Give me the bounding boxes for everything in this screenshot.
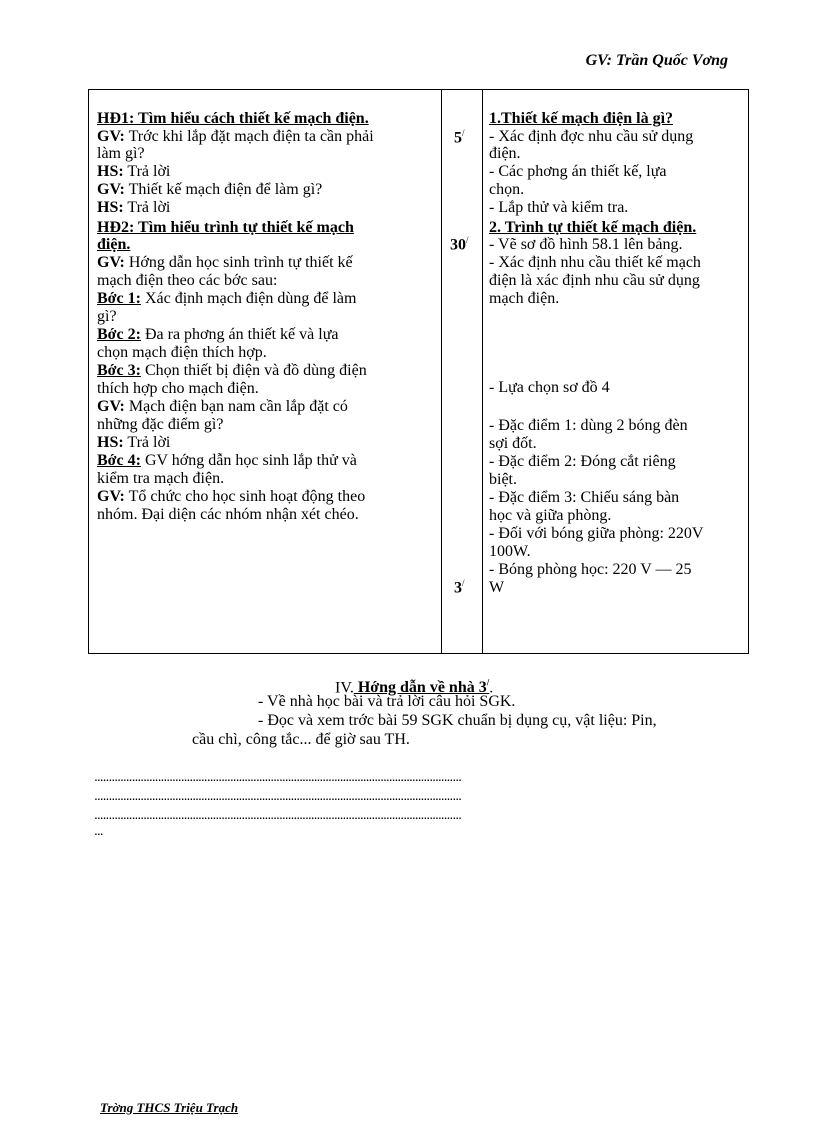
activity-line bbox=[97, 362, 367, 379]
content-line bbox=[489, 199, 628, 216]
text-segment: nhóm. Đại diện các nhóm nhận xét chéo. bbox=[97, 506, 359, 523]
homework-heading: IV. Hớng dẫn về nhà 3/. bbox=[335, 678, 494, 697]
activity-line bbox=[97, 380, 259, 397]
note-dots: ............................................................................................................................... bbox=[94, 787, 461, 803]
text-segment: Bớc 2: bbox=[97, 326, 141, 343]
text-segment: chọn mạch điện thích hợp. bbox=[97, 344, 267, 361]
text-segment: Thiết kế mạch điện để làm gì? bbox=[124, 181, 323, 198]
text-segment: Bớc 3: bbox=[97, 362, 141, 379]
content-line bbox=[489, 110, 673, 127]
text-segment: điện. bbox=[489, 145, 521, 162]
content-line bbox=[489, 290, 559, 307]
text-segment: - Vẽ sơ đồ hình 58.1 lên bảng. bbox=[489, 236, 683, 253]
activity-line bbox=[97, 470, 224, 487]
content-line bbox=[489, 379, 610, 396]
activity-line bbox=[97, 434, 170, 451]
text-segment: gì? bbox=[97, 308, 117, 325]
text-segment: mạch điện. bbox=[489, 290, 560, 307]
text-segment: HĐ1: Tìm hiểu cách thiết kế mạch điện. bbox=[97, 110, 369, 127]
content-line bbox=[489, 507, 611, 524]
content-line bbox=[489, 543, 531, 560]
text-segment: Trả lời bbox=[123, 163, 171, 180]
activity-line bbox=[97, 199, 170, 216]
text-segment: chọn. bbox=[489, 181, 525, 198]
text-segment: biệt. bbox=[489, 471, 517, 488]
note-dots: ... bbox=[94, 822, 103, 838]
content-line bbox=[489, 145, 521, 162]
text-segment: - Bóng phòng học: 220 V — 25 bbox=[489, 561, 692, 578]
activity-line bbox=[97, 272, 277, 289]
activities-column bbox=[89, 90, 442, 654]
content-line bbox=[489, 272, 700, 289]
text-segment: GV: bbox=[97, 254, 125, 271]
text-segment: kiểm tra mạch điện. bbox=[97, 470, 225, 487]
content-line bbox=[489, 453, 676, 470]
lesson-table bbox=[88, 89, 749, 654]
content-line bbox=[489, 471, 517, 488]
time-mark: 3/ bbox=[454, 578, 465, 597]
activity-line bbox=[97, 416, 223, 433]
text-segment: 2. Trình tự thiết kế mạch điện. bbox=[489, 219, 697, 236]
text-segment: Bớc 4: bbox=[97, 452, 141, 469]
time-column bbox=[442, 90, 483, 654]
text-segment: Đa ra phơng án thiết kế và lựa bbox=[140, 326, 339, 343]
activity-line bbox=[97, 506, 359, 523]
content-line bbox=[489, 254, 701, 271]
text-segment: Trả lời bbox=[123, 199, 171, 216]
text-segment: sợi đốt. bbox=[489, 435, 537, 452]
text-segment: GV: bbox=[97, 398, 125, 415]
text-segment: HS: bbox=[97, 163, 124, 180]
text-segment: làm gì? bbox=[97, 145, 145, 162]
content-line bbox=[489, 219, 696, 236]
content-line bbox=[489, 561, 692, 578]
note-dots: ............................................................................................................................... bbox=[94, 806, 461, 822]
content-line bbox=[489, 489, 679, 506]
text-segment: thích hợp cho mạch điện. bbox=[97, 380, 259, 397]
content-column bbox=[483, 90, 749, 654]
text-segment: GV: bbox=[97, 181, 125, 198]
text-segment: GV hớng dẫn học sinh lắp thử và bbox=[140, 452, 357, 469]
text-segment: GV: bbox=[97, 128, 125, 145]
text-segment: Xác định mạch điện dùng để làm bbox=[140, 290, 357, 307]
activity-line bbox=[97, 398, 348, 415]
text-segment: điện là xác định nhu cầu sử dụng bbox=[489, 272, 700, 289]
text-segment: Mạch điện bạn nam cần lắp đặt có bbox=[124, 398, 348, 415]
text-segment: 1.Thiết kế mạch điện là gì? bbox=[489, 110, 674, 127]
content-line bbox=[489, 579, 504, 596]
activity-line bbox=[97, 110, 369, 127]
text-segment: - Đặc điểm 1: dùng 2 bóng đèn bbox=[489, 417, 688, 434]
content-line bbox=[489, 163, 667, 180]
text-segment: HS: bbox=[97, 199, 124, 216]
teacher-header: GV: Trần Quốc Vơng bbox=[585, 52, 728, 69]
text-segment: những đặc điểm gì? bbox=[97, 416, 224, 433]
note-dots: ............................................................................................................................... bbox=[94, 768, 461, 784]
text-segment: GV: bbox=[97, 488, 125, 505]
content-line bbox=[489, 435, 537, 452]
activity-line bbox=[97, 181, 322, 198]
content-line bbox=[489, 236, 682, 253]
time-mark: 30/ bbox=[450, 235, 469, 254]
homework-line: - Về nhà học bài và trả lời câu hỏi SGK. bbox=[258, 693, 516, 710]
text-segment: - Đối với bóng giữa phòng: 220V bbox=[489, 525, 704, 542]
text-segment: Trả lời bbox=[123, 434, 171, 451]
content-line bbox=[489, 417, 688, 434]
activity-line bbox=[97, 308, 117, 325]
text-segment: - Xác định nhu cầu thiết kế mạch bbox=[489, 254, 701, 271]
activity-line bbox=[97, 236, 130, 253]
content-line bbox=[489, 525, 703, 542]
text-segment: Hớng dẫn học sinh trình tự thiết kế bbox=[124, 254, 353, 271]
content-line bbox=[489, 181, 524, 198]
text-segment: - Xác định đợc nhu cầu sử dụng bbox=[489, 128, 694, 145]
text-segment: W bbox=[489, 579, 505, 596]
activity-line bbox=[97, 326, 338, 343]
text-segment: điện. bbox=[97, 236, 131, 253]
time-mark: 5/ bbox=[454, 128, 465, 147]
homework-line: cầu chì, công tắc... để giờ sau TH. bbox=[192, 731, 410, 748]
text-segment: - Lắp thử và kiểm tra. bbox=[489, 199, 629, 216]
activity-line bbox=[97, 290, 356, 307]
text-segment: HS: bbox=[97, 434, 124, 451]
text-segment: Chọn thiết bị điện và đồ dùng điện bbox=[140, 362, 367, 379]
homework-line: - Đọc và xem trớc bài 59 SGK chuẩn bị dụng cụ, vật liệu: Pin, bbox=[258, 712, 657, 729]
text-segment: HĐ2: Tìm hiểu trình tự thiết kế mạch bbox=[97, 219, 354, 236]
school-footer: Trờng THCS Triệu Trạch bbox=[100, 1100, 239, 1115]
text-segment: 100W. bbox=[489, 543, 531, 560]
activity-line bbox=[97, 254, 353, 271]
activity-line bbox=[97, 344, 267, 361]
text-segment: Tổ chức cho học sinh hoạt động theo bbox=[124, 488, 366, 505]
text-segment: - Đặc điểm 2: Đóng cắt riêng bbox=[489, 453, 676, 470]
activity-line bbox=[97, 145, 145, 162]
text-segment: - Đặc điểm 3: Chiếu sáng bàn bbox=[489, 489, 680, 506]
text-segment: Trớc khi lắp đặt mạch điện ta cần phải bbox=[124, 128, 374, 145]
activity-line bbox=[97, 452, 357, 469]
activity-line bbox=[97, 488, 365, 505]
text-segment: học và giữa phòng. bbox=[489, 507, 612, 524]
text-segment: - Các phơng án thiết kế, lựa bbox=[489, 163, 667, 180]
text-segment: mạch điện theo các bớc sau: bbox=[97, 272, 278, 289]
content-line bbox=[489, 128, 693, 145]
text-segment: Bớc 1: bbox=[97, 290, 141, 307]
activity-line bbox=[97, 219, 354, 236]
text-segment: - Lựa chọn sơ đồ 4 bbox=[489, 379, 610, 396]
activity-line bbox=[97, 163, 170, 180]
activity-line bbox=[97, 128, 374, 145]
